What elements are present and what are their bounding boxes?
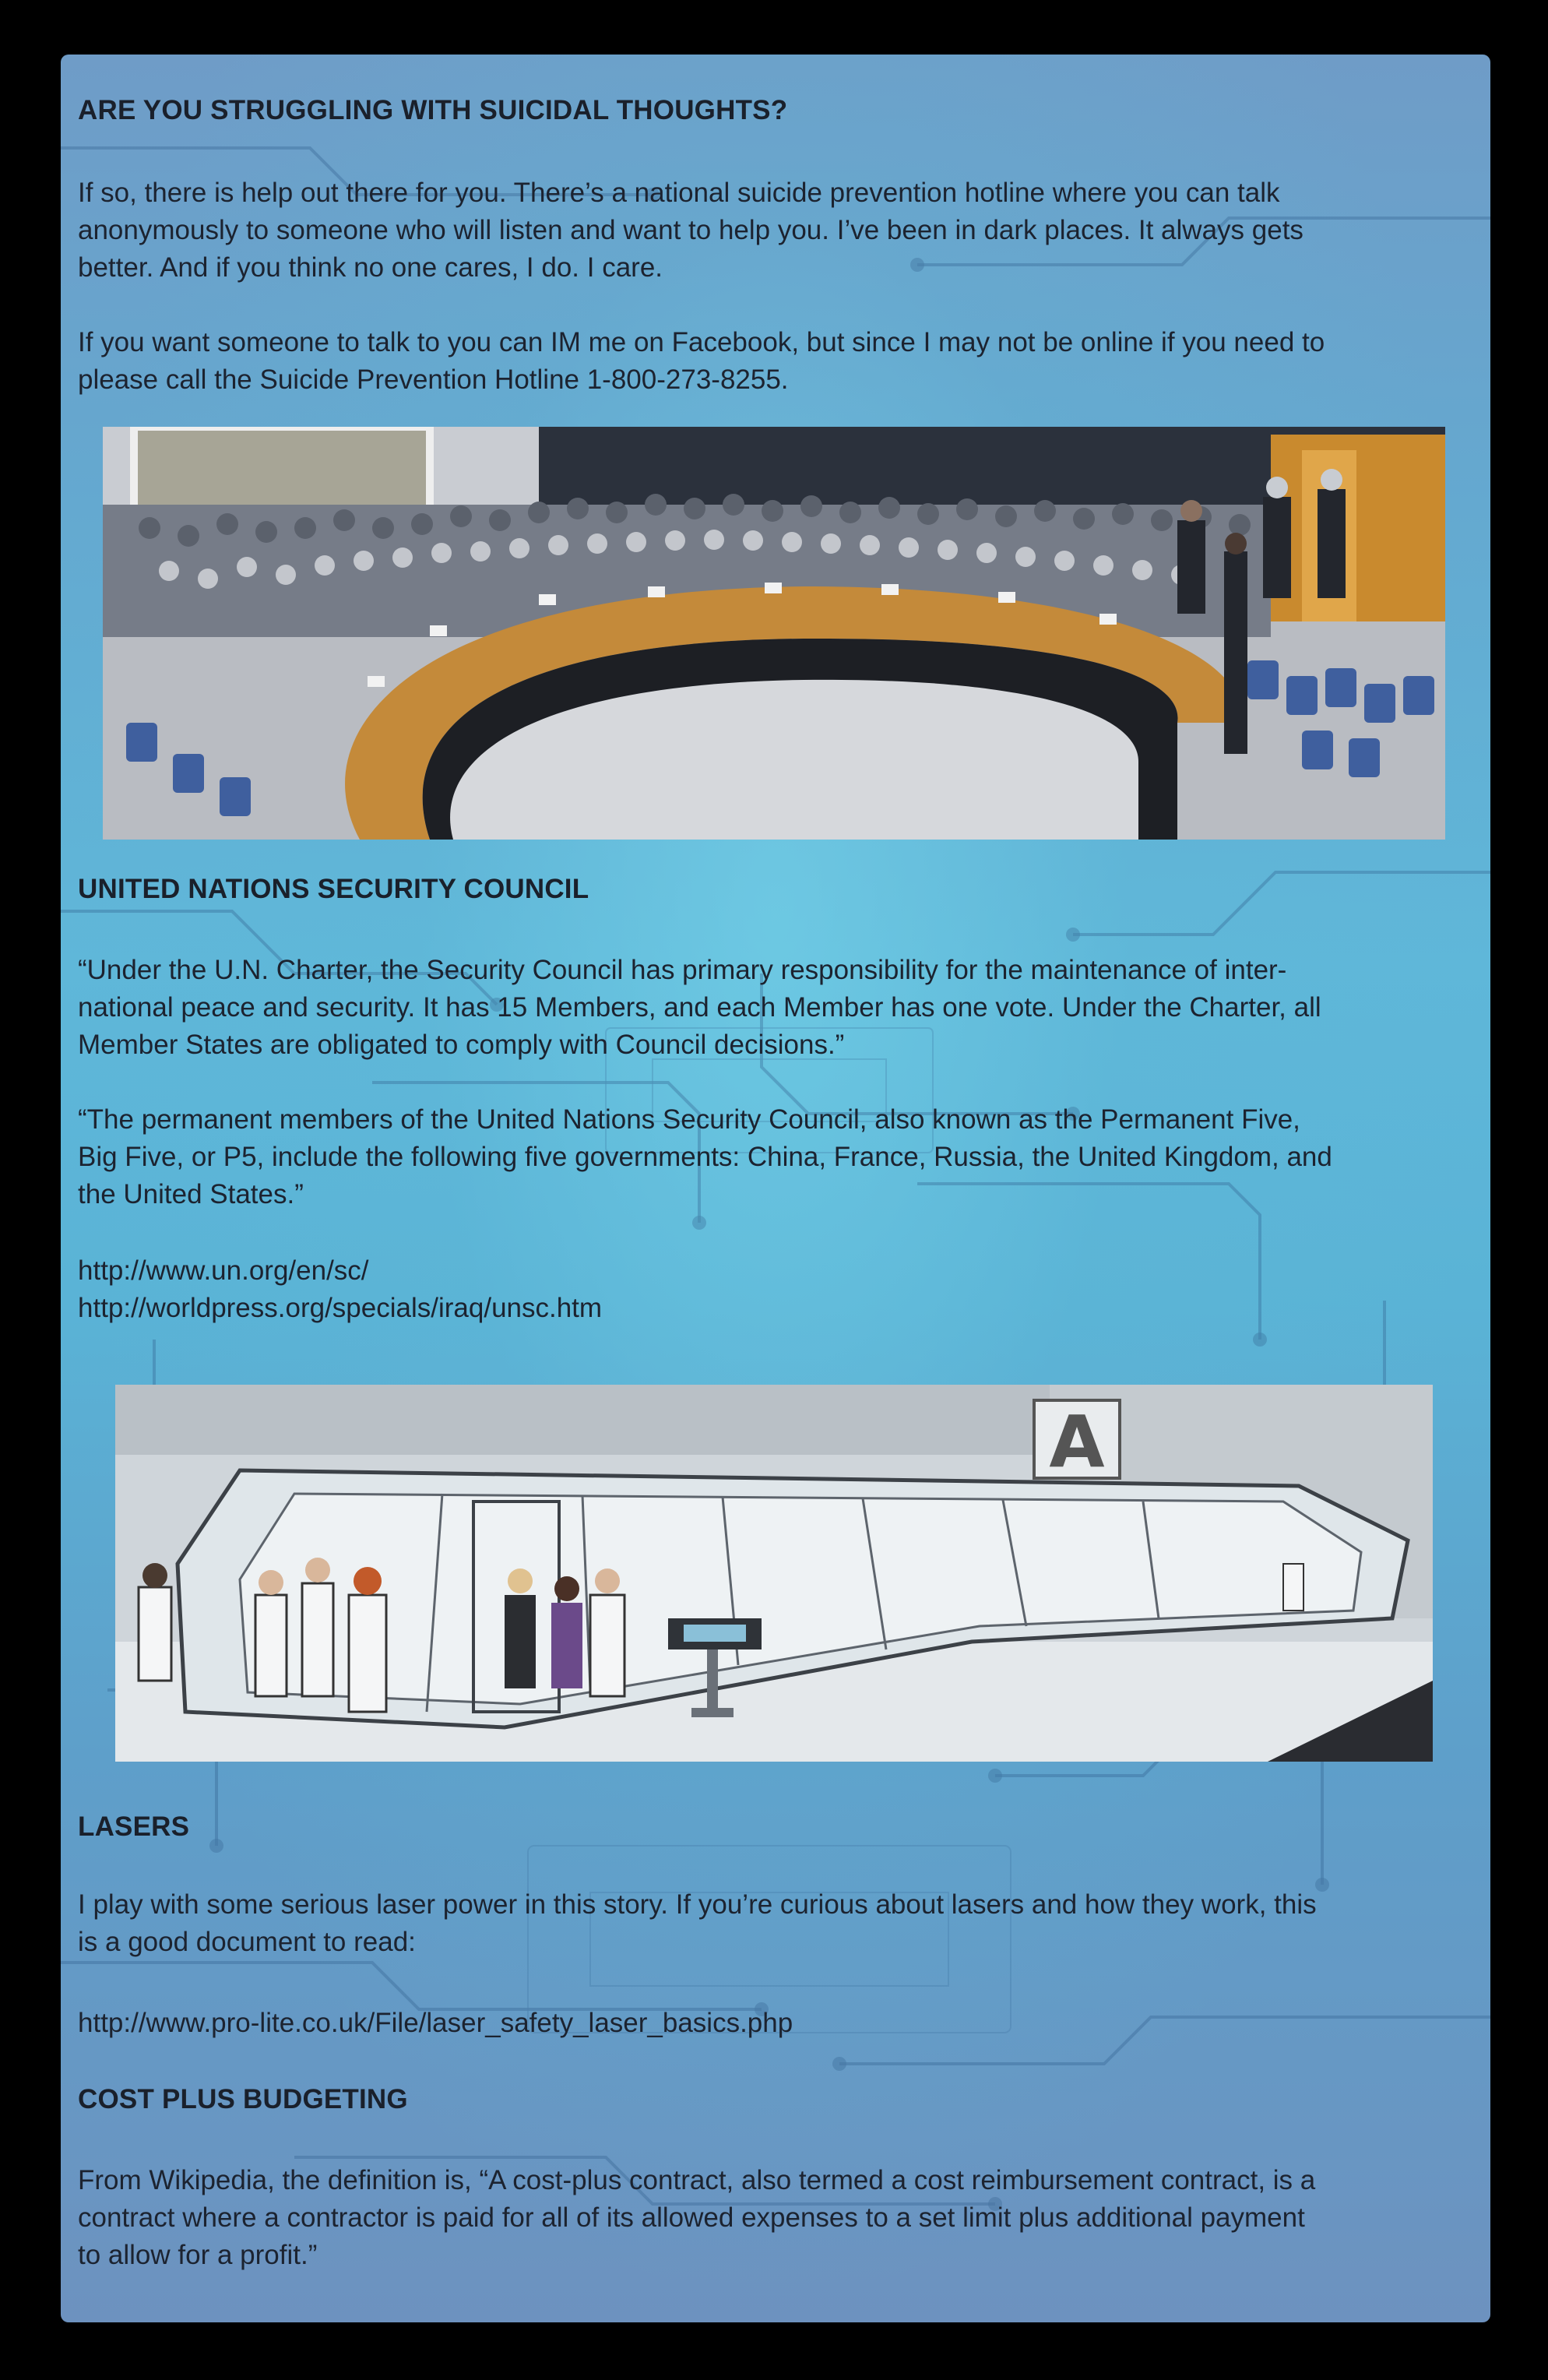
- text-line: “The permanent members of the United Nations Security Council, also known as the Permanent Five,: [78, 1104, 1300, 1135]
- text-line: Member States are obligated to comply with Council decisions.”: [78, 1030, 845, 1060]
- unsc-quote-1: [78, 952, 1472, 1064]
- heading-lasers: LASERS: [78, 1811, 190, 1842]
- text-line: From Wikipedia, the definition is, “A cost-plus contract, also termed a cost reimbursement contract, is a: [78, 2165, 1316, 2195]
- text-line: national peace and security. It has 15 Members, and each Member has one vote. Under the Charter, all: [78, 992, 1321, 1023]
- text-line: the United States.”: [78, 1179, 304, 1209]
- page-background: [61, 55, 1490, 2322]
- suicide-paragraph-1: [78, 174, 1472, 287]
- laboratory-illustration: [115, 1385, 1433, 1762]
- suicide-paragraph-2: [78, 324, 1472, 399]
- text-line: better. And if you think no one cares, I do. I care.: [78, 252, 663, 283]
- lab-scene: [115, 1385, 1433, 1762]
- unsc-link-2[interactable]: http://worldpress.org/specials/iraq/unsc.htm: [78, 1293, 603, 1323]
- lab-sign-letter: A: [1049, 1400, 1105, 1484]
- text-line: contract where a contractor is paid for all of its allowed expenses to a set limit plus additional payment: [78, 2202, 1305, 2233]
- text-line: Big Five, or P5, include the following five governments: China, France, Russia, the United Kingdom, and: [78, 1142, 1332, 1172]
- text-line: If so, there is help out there for you. There’s a national suicide prevention hotline where you can talk: [78, 178, 1280, 208]
- text-line: anonymously to someone who will listen and want to help you. I’ve been in dark places. It always gets: [78, 215, 1303, 245]
- text-line: to allow for a profit.”: [78, 2240, 318, 2270]
- text-line: I play with some serious laser power in this story. If you’re curious about lasers and how they work, this: [78, 1889, 1317, 1920]
- council-scene: [103, 427, 1445, 840]
- text-line: “Under the U.N. Charter, the Security Council has primary responsibility for the maintenance of inter-: [78, 955, 1287, 985]
- text-line: please call the Suicide Prevention Hotline 1-800-273-8255.: [78, 364, 789, 395]
- lasers-link[interactable]: http://www.pro-lite.co.uk/File/laser_safety_laser_basics.php: [78, 2008, 793, 2038]
- text-line: If you want someone to talk to you can IM me on Facebook, but since I may not be online if you need to: [78, 327, 1325, 357]
- text-line: is a good document to read:: [78, 1927, 416, 1957]
- heading-cost-plus: COST PLUS BUDGETING: [78, 2084, 408, 2114]
- heading-suicidal-thoughts: ARE YOU STRUGGLING WITH SUICIDAL THOUGHTS?: [78, 95, 788, 125]
- security-council-illustration: [103, 427, 1445, 840]
- heading-unsc: UNITED NATIONS SECURITY COUNCIL: [78, 874, 589, 904]
- cost-paragraph: [78, 2162, 1472, 2274]
- lasers-paragraph: [78, 1886, 1472, 1961]
- unsc-quote-2: [78, 1101, 1472, 1213]
- unsc-link-1[interactable]: http://www.un.org/en/sc/: [78, 1255, 369, 1286]
